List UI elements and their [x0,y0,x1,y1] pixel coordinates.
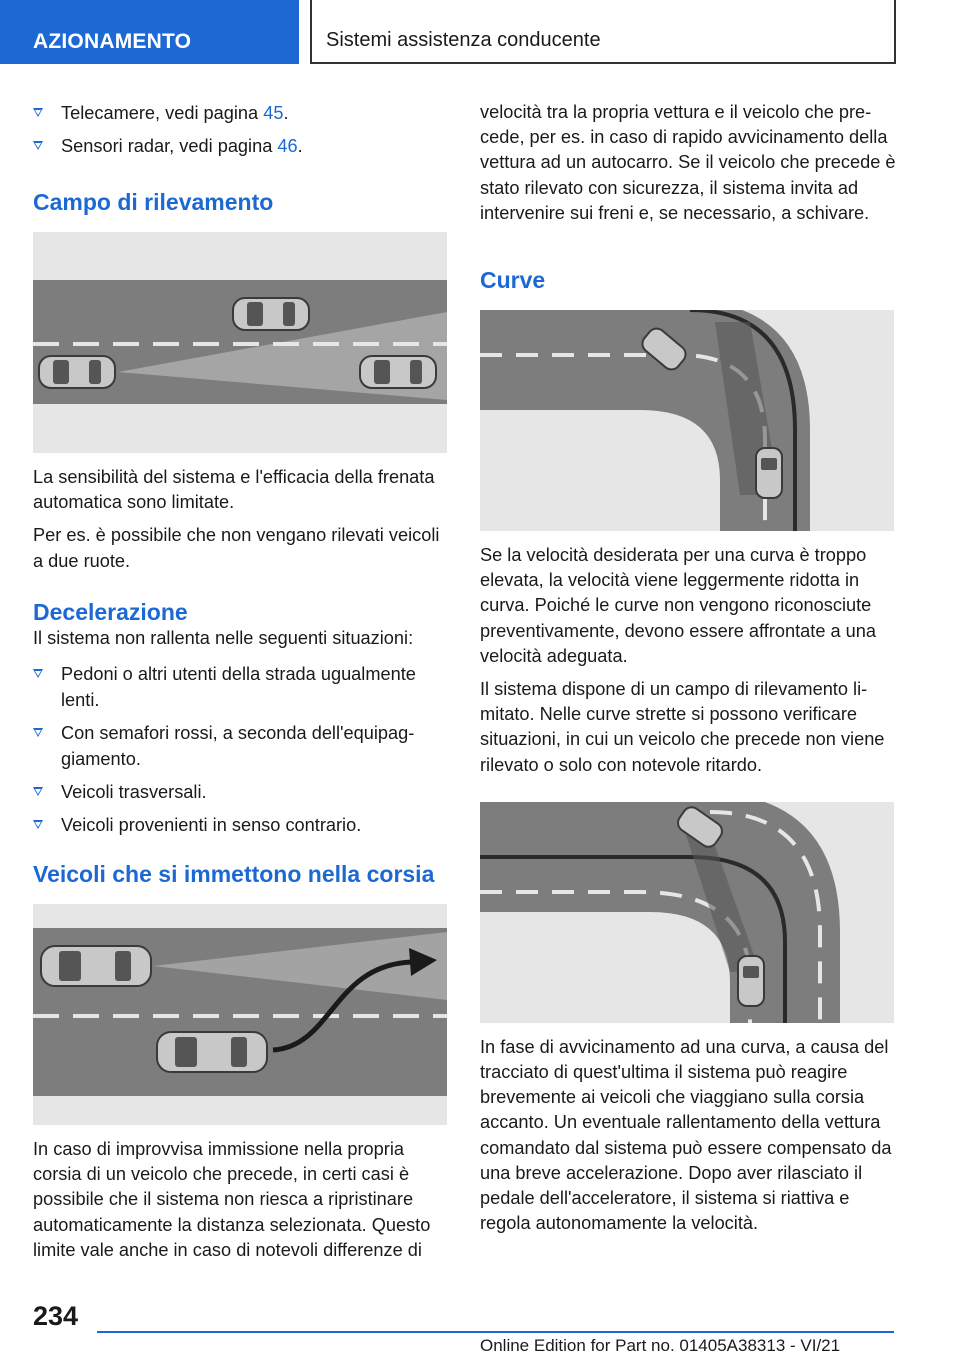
triangle-bullet-icon [33,141,43,150]
footer-divider [97,1331,894,1333]
car-icon [756,448,782,498]
paragraph: Se la velocità desiderata per una curva è troppo elevata, la velocità viene leggermente ridotta in curva. Poiché le curve non vengono riconosciute preventivamente, devono essere affrontate a una velocità adeguata. [480,545,877,666]
bullet-text: Veicoli provenienti in senso contrario. [61,815,362,836]
page-link-45[interactable]: 45 [263,103,284,123]
list-item [33,779,449,805]
heading-curves: Curve [480,267,546,294]
heading-detection-range: Campo di rilevamento [33,189,274,215]
bullet-text: Telecamere, vedi pagina [61,103,264,123]
paragraph: Il sistema dispone di un campo di rilevamento limitato. Nelle curve strette si possono verificare situazioni, in cui un veicolo che precede non viene rilevato o solo con notevole ritardo. [480,679,885,775]
curve-illustration-1 [480,310,894,531]
paragraph: Il sistema non rallenta nelle seguenti situazioni: [33,627,414,648]
right-column [480,100,896,1244]
bullet-text: Pedoni o altri utenti della strada ugualmente lenti. [61,664,416,711]
merging-vehicle-illustration [33,904,447,1125]
paragraph: In fase di avvicinamento ad una curva, a causa del tracciato di quest'ultima il sistema può reagire brevemente ai veicoli che viaggiano sulla corsia accanto. Un eventuale rallentamento della vettura comandato dal sistema può essere compensato da una breve accelerazione. Dopo aver rilasciato il pedale dell'acceleratore, il sistema si riattiva e regola autonomamente la velocità. [480,1036,892,1234]
triangle-bullet-icon [33,108,43,117]
list-item [33,133,449,159]
page-number: 234 [33,1301,79,1331]
bullet-text: Veicoli trasversali. [61,782,207,803]
car-icon [233,298,309,330]
bullet-text: Con semafori rossi, a seconda dell'equipaggiamento. [61,723,415,770]
heading-deceleration: Decelerazione [33,598,188,625]
paragraph: In caso di improvvisa immissione nella propria corsia di un veicolo che precede, in certi casi è possibile che il sistema non riesca a ripristinare automaticamente la distanza selezionata. Questo limite vale anche in caso di notevoli differenze di [33,1139,431,1260]
list-item [33,812,449,838]
car-icon [738,956,764,1006]
list-item [33,661,449,713]
chapter-header [310,0,896,64]
car-icon [360,356,436,388]
heading-merging-vehicles: Veicoli che si immettono nella corsia [33,861,435,888]
deceleration-list [33,661,449,838]
bullet-text: Sensori radar, vedi pagina [61,136,278,156]
paragraph: velocità tra la propria vettura e il veicolo che precede, per es. in caso di rapido avvicinamento della vettura ad un autocarro. Se il veicolo che precede è stato rilevato con sicurezza, il sistema invita ad intervenire sui freni e, se necessario, a schivare. [480,102,896,223]
section-tab [0,0,299,64]
list-item [33,720,449,772]
detection-range-illustration [33,232,447,453]
triangle-bullet-icon [33,787,43,796]
paragraph: Per es. è possibile che non vengano rilevati veicoli a due ruote. [33,525,440,571]
car-icon [39,356,115,388]
triangle-bullet-icon [33,728,43,737]
edition-footer: Online Edition for Part no. 01405A38313 - VI/21 [480,1336,841,1355]
bullet-suffix: . [283,103,289,123]
page-link-46[interactable]: 46 [277,136,298,156]
left-column [33,100,449,1271]
triangle-bullet-icon [33,820,43,829]
sensor-list [33,100,449,159]
list-item [33,100,449,126]
triangle-bullet-icon [33,669,43,678]
chapter-title: Sistemi assistenza conducente [326,29,601,51]
curve-illustration-2 [480,802,894,1023]
bullet-suffix: . [297,136,303,156]
car-icon [157,1032,267,1072]
car-icon [41,946,151,986]
section-title: AZIONAMENTO [33,30,192,53]
paragraph: La sensibilità del sistema e l'efficacia della frenata automatica sono limitate. [33,467,435,513]
